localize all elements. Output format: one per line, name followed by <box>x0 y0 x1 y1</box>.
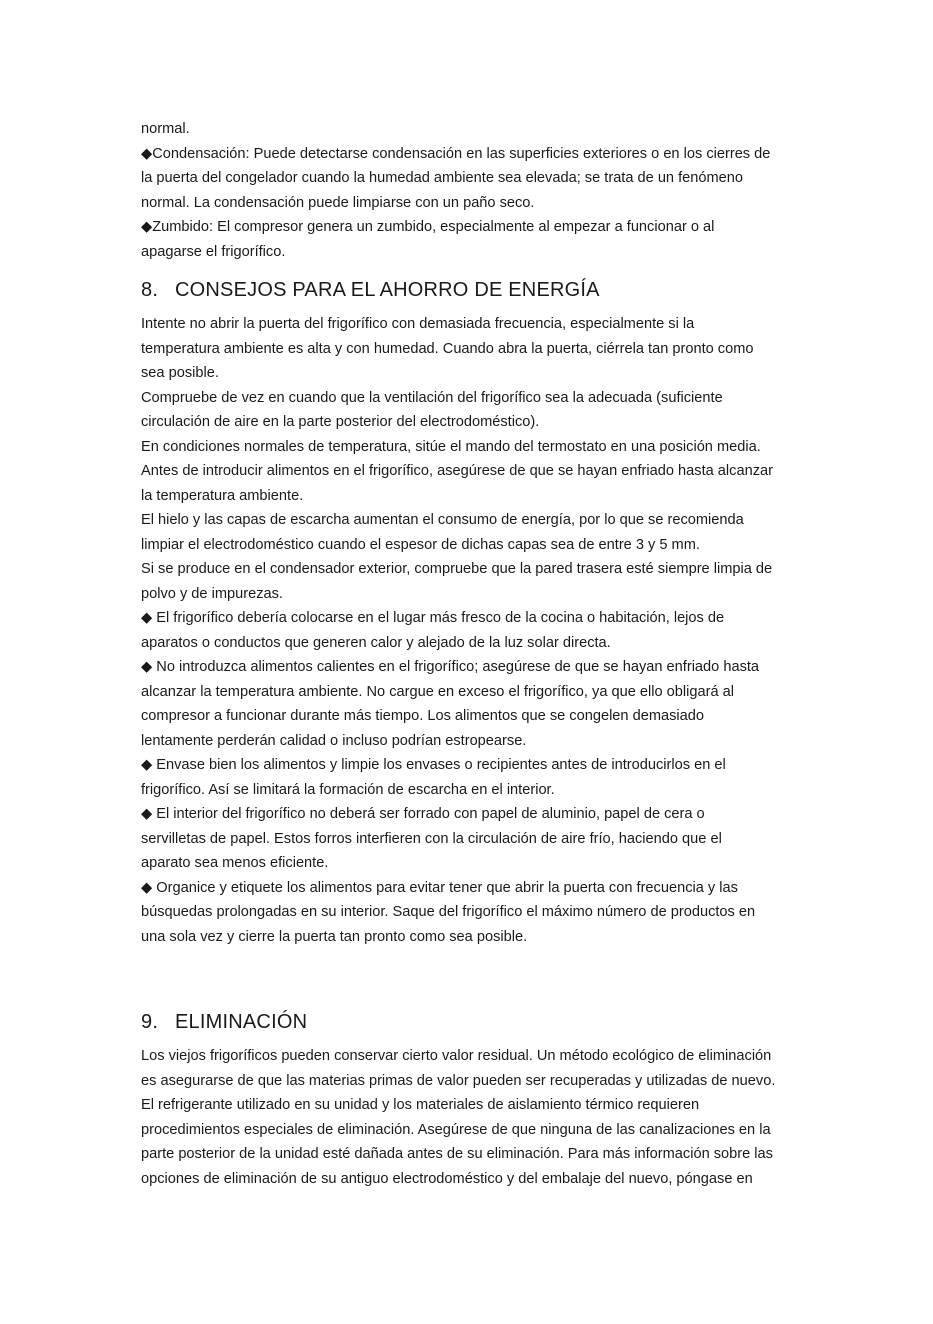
text-line: ◆ Organice y etiquete los alimentos para evitar tener que abrir la puerta con frecuencia y las <box>141 879 738 896</box>
text-line: Compruebe de vez en cuando que la ventilación del frigorífico sea la adecuada (suficiente <box>141 389 723 406</box>
text-line: circulación de aire en la parte posterior del electrodoméstico). <box>141 414 540 430</box>
text-line: El refrigerante utilizado en su unidad y los materiales de aislamiento térmico requieren <box>141 1097 700 1113</box>
section-title: ELIMINACIÓN <box>175 1011 308 1033</box>
text-line: ◆ El frigorífico debería colocarse en el lugar más fresco de la cocina o habitación, lejos de <box>141 610 725 626</box>
text-line: ◆Condensación: Puede detectarse condensación en las superficies exteriores o en los cierres de <box>141 145 771 162</box>
text-line: limpiar el electrodoméstico cuando el espesor de dichas capas sea de entre 3 y 5 mm. <box>141 536 700 553</box>
text-line: normal. La condensación puede limpiarse con un paño seco. <box>141 194 535 211</box>
text-line: En condiciones normales de temperatura, sitúe el mando del termostato en una posición media. <box>141 438 761 455</box>
text-line: la temperatura ambiente. <box>141 487 304 504</box>
text-line: procedimientos especiales de eliminación. Asegúrese de que ninguna de las canalizaciones en la <box>141 1121 771 1138</box>
text-line: parte posterior de la unidad esté dañada antes de su eliminación. Para más información sobre las <box>141 1146 773 1162</box>
text-line: frigorífico. Así se limitará la formación de escarcha en el interior. <box>141 781 555 798</box>
text-line: Intente no abrir la puerta del frigorífico con demasiada frecuencia, especialmente si la <box>141 316 695 332</box>
text-line: Si se produce en el condensador exterior, compruebe que la pared trasera esté siempre limpia de <box>141 561 773 577</box>
text-line: una sola vez y cierre la puerta tan pronto como sea posible. <box>141 928 528 945</box>
section-title: CONSEJOS PARA EL AHORRO DE ENERGÍA <box>175 279 600 301</box>
text-line: es asegurarse de que las materias primas de valor pueden ser recuperadas y utilizadas de nuevo. <box>141 1072 776 1089</box>
section-number: 9. <box>141 1011 159 1033</box>
text-line: ◆ No introduzca alimentos calientes en el frigorífico; asegúrese de que se hayan enfriado hasta <box>141 659 760 675</box>
text-line: normal. <box>141 121 190 137</box>
text-line: la puerta del congelador cuando la humedad ambiente sea elevada; se trata de un fenómeno <box>141 170 744 186</box>
text-line: compresor a funcionar durante más tiempo. Los alimentos que se congelen demasiado <box>141 708 704 724</box>
text-line: ◆ El interior del frigorífico no deberá ser forrado con papel de aluminio, papel de cera o <box>141 806 705 822</box>
text-line: opciones de eliminación de su antiguo electrodoméstico y del embalaje del nuevo, póngase en <box>141 1170 753 1187</box>
text-line: polvo y de impurezas. <box>141 585 283 602</box>
text-line: temperatura ambiente es alta y con humedad. Cuando abra la puerta, ciérrela tan pronto como <box>141 340 754 357</box>
section-8-body <box>141 312 773 949</box>
section-9-heading <box>141 1008 307 1036</box>
text-line: servilletas de papel. Estos forros interfieren con la circulación de aire frío, haciendo que el <box>141 830 722 847</box>
text-line: aparato sea menos eficiente. <box>141 855 329 871</box>
text-line: Antes de introducir alimentos en el frigorífico, asegúrese de que se hayan enfriado hasta alcanzar <box>141 463 773 479</box>
text-line: ◆Zumbido: El compresor genera un zumbido, especialmente al empezar a funcionar o al <box>141 219 715 235</box>
section-number: 8. <box>141 279 159 301</box>
text-line: El hielo y las capas de escarcha aumentan el consumo de energía, por lo que se recomienda <box>141 512 744 528</box>
text-line: lentamente perderán calidad o incluso podrían estropearse. <box>141 732 527 749</box>
text-line: aparatos o conductos que generen calor y alejado de la luz solar directa. <box>141 634 611 651</box>
text-line: ◆ Envase bien los alimentos y limpie los envases o recipientes antes de introducirlos en el <box>141 757 726 773</box>
section-9-body <box>141 1044 775 1191</box>
intro-paragraphs <box>141 117 770 264</box>
text-line: sea posible. <box>141 365 219 381</box>
text-line: apagarse el frigorífico. <box>141 243 286 260</box>
text-line: alcanzar la temperatura ambiente. No cargue en exceso el frigorífico, ya que ello obligará al <box>141 683 734 700</box>
text-line: Los viejos frigoríficos pueden conservar cierto valor residual. Un método ecológico de eliminación <box>141 1048 772 1064</box>
text-line: búsquedas prolongadas en su interior. Saque del frigorífico el máximo número de productos en <box>141 904 756 920</box>
section-8-heading <box>141 276 600 304</box>
